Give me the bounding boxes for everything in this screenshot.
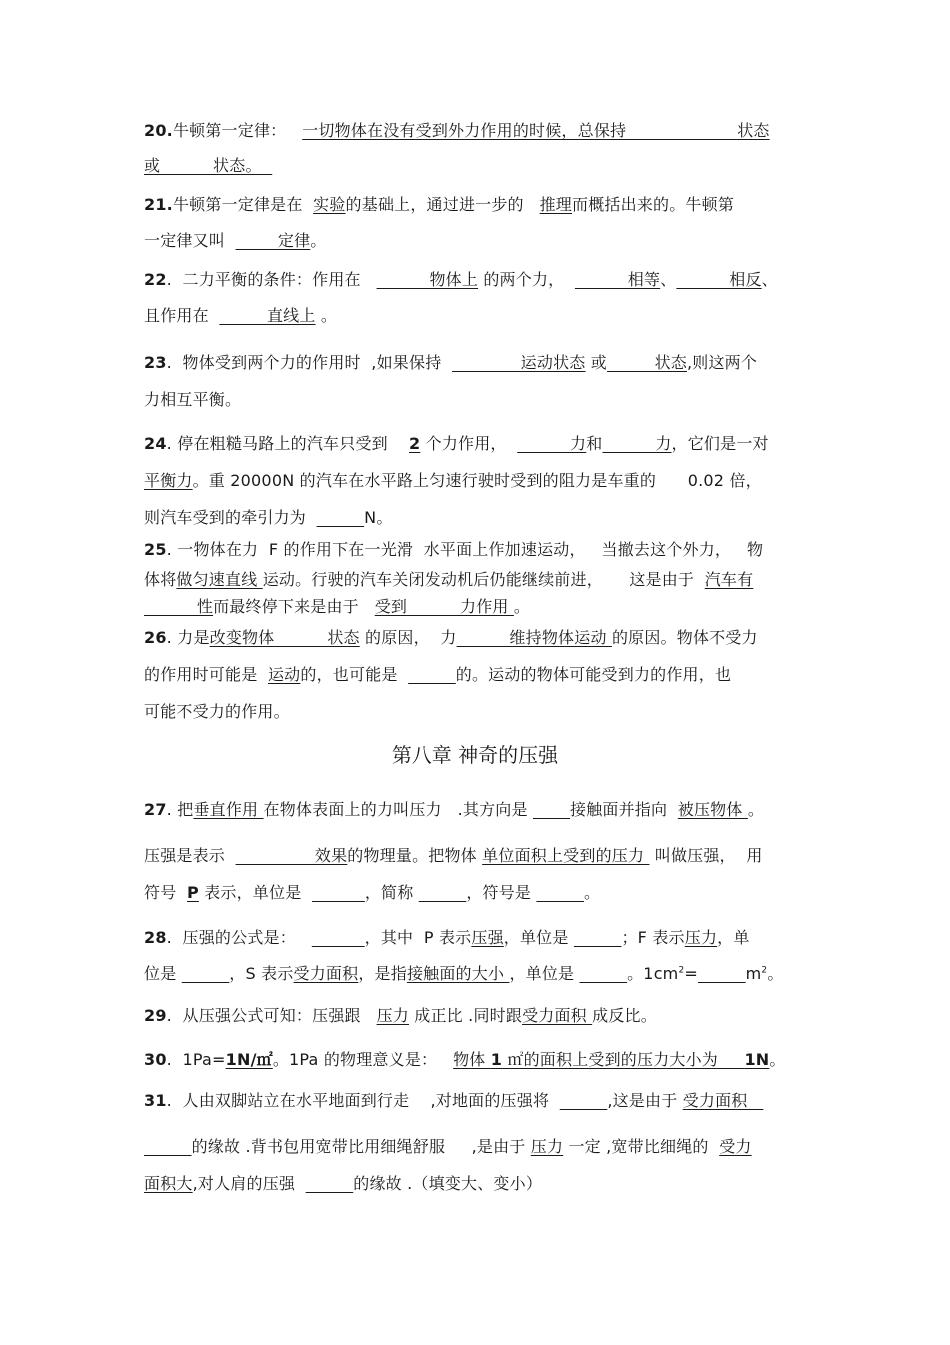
- fill-blank-answer: ㎡的面积上受到的压力大小为: [502, 1050, 745, 1069]
- text-segment: 30: [144, 1050, 167, 1069]
- text-segment: 。: [747, 800, 765, 819]
- text-line: [144, 230, 814, 252]
- text-segment: 一定 ,宽带比细绳的: [563, 1137, 720, 1156]
- text-segment: 26: [144, 628, 167, 647]
- fill-blank-answer: 垂直作用: [193, 800, 264, 819]
- text-line: [144, 701, 814, 723]
- fill-blank-answer: [306, 1174, 354, 1193]
- text-segment: ，单位是: [503, 928, 574, 947]
- fill-blank-answer: 1: [490, 1050, 503, 1069]
- text-line: [144, 389, 814, 411]
- fill-blank-answer: 实验: [313, 195, 346, 214]
- fill-blank-answer: 维持物体运动: [456, 628, 612, 647]
- text-segment: . 力是: [166, 628, 210, 647]
- text-segment: 2: [678, 965, 685, 976]
- text-segment: 。: [310, 231, 327, 250]
- text-segment: 则汽车受到的牵引力为: [144, 508, 317, 527]
- text-segment: 体将: [144, 570, 177, 589]
- fill-blank-answer: 物体上: [376, 270, 479, 289]
- text-segment: 力相互平衡。: [144, 390, 242, 409]
- text-segment: 可能不受力的作用。: [144, 702, 290, 721]
- text-segment: 表示，单位是: [198, 883, 312, 902]
- text-segment: ，其中 P 表示: [364, 928, 472, 947]
- text-segment: . 1Pa=: [166, 1050, 226, 1069]
- text-line: [144, 269, 814, 291]
- text-segment: 24: [144, 434, 167, 453]
- text-segment: ，它们是一对: [671, 434, 769, 453]
- text-segment: 运动。行驶的汽车关闭发动机后仍能继续前进， 这是由于: [262, 570, 705, 589]
- text-line: [144, 120, 814, 142]
- text-segment: 27: [144, 800, 167, 819]
- text-segment: ，单: [717, 928, 750, 947]
- fill-blank-answer: 单位面积上受到的压力: [482, 846, 650, 865]
- text-segment: 25: [144, 540, 167, 559]
- text-line: [144, 799, 814, 821]
- fill-blank-answer: 或 状态。: [144, 156, 273, 175]
- text-segment: 的基础上，通过进一步的: [345, 195, 540, 214]
- text-line: [144, 194, 814, 216]
- text-segment: 的两个力，: [478, 270, 575, 289]
- fill-blank-answer: [698, 964, 746, 983]
- text-segment: . 把: [166, 800, 194, 819]
- text-segment: . 二力平衡的条件：作用在: [166, 270, 377, 289]
- text-segment: 。: [315, 306, 338, 325]
- text-line: [144, 507, 814, 529]
- text-segment: 而概括出来的。牛顿第: [572, 195, 735, 214]
- fill-blank-answer: 压力: [530, 1137, 564, 1156]
- text-segment: 成反比。: [592, 1006, 657, 1025]
- text-segment: ,则这两个: [686, 353, 758, 372]
- text-segment: 23: [144, 353, 167, 372]
- text-segment: 位是: [144, 964, 182, 983]
- text-segment: 20.: [144, 121, 173, 140]
- fill-blank-answer: [533, 800, 570, 819]
- text-segment: 的缘故 .背书包用宽带比用细绳舒服 ,是由于: [191, 1137, 531, 1156]
- fill-blank-answer: 做匀速直线: [176, 570, 263, 589]
- text-line: [144, 1136, 814, 1158]
- text-segment: ，单位是: [509, 964, 580, 983]
- text-line: [144, 882, 814, 904]
- fill-blank-answer: 被压物体: [677, 800, 748, 819]
- text-segment: 、: [761, 270, 778, 289]
- text-line: [144, 539, 814, 561]
- text-segment: 、: [660, 270, 677, 289]
- text-segment: 在物体表面上的力叫压力 .其方向是: [263, 800, 533, 819]
- fill-blank-answer: 物体: [453, 1050, 491, 1069]
- text-segment: =: [684, 964, 699, 983]
- text-line: [144, 1173, 814, 1195]
- fill-blank-answer: 受力: [719, 1137, 752, 1156]
- fill-blank-answer: P: [186, 883, 199, 902]
- text-segment: . 停在粗糙马路上的汽车只受到: [166, 434, 409, 453]
- fill-blank-answer: 1N: [744, 1050, 770, 1069]
- text-segment: 。: [513, 597, 531, 616]
- fill-blank-answer: 受到 力作用: [374, 597, 514, 616]
- text-segment: 牛顿第一定律是在: [172, 195, 314, 214]
- text-line: [144, 155, 814, 177]
- text-segment: . 人由双脚站立在水平地面到行走 ,对地面的压强将: [166, 1091, 560, 1110]
- text-line: [144, 1049, 814, 1071]
- text-segment: 的物理量。把物体: [347, 846, 483, 865]
- fill-blank-answer: [312, 883, 365, 902]
- fill-blank-answer: 压力: [376, 1006, 409, 1025]
- text-segment: 的，也可能是: [300, 665, 409, 684]
- fill-blank-answer: [536, 883, 584, 902]
- text-segment: . 一物体在力 F 的作用下在一光滑 水平面上作加速运动， 当撤去这个外力， 物: [166, 540, 764, 559]
- text-segment: 的作用时可能是: [144, 665, 268, 684]
- fill-blank-answer: 1N/㎡: [225, 1050, 273, 1069]
- fill-blank-answer: 2: [409, 434, 421, 453]
- text-segment: 。1cm: [627, 964, 679, 983]
- text-segment: 。: [767, 964, 784, 983]
- text-line: [144, 845, 814, 867]
- fill-blank-answer: [580, 964, 628, 983]
- fill-blank-answer: 状态: [607, 353, 687, 372]
- text-segment: ，简称: [364, 883, 419, 902]
- text-segment: 成正比 .同时跟: [409, 1006, 523, 1025]
- text-segment: 2: [761, 965, 768, 976]
- fill-blank-answer: 汽车有: [704, 570, 754, 589]
- fill-blank-answer: 运动状态: [451, 353, 586, 372]
- text-segment: 符号: [144, 883, 187, 902]
- text-segment: 31: [144, 1091, 167, 1110]
- fill-blank-answer: 力: [602, 434, 672, 453]
- text-segment: 的。运动的物体可能受到力的作用，也: [455, 665, 732, 684]
- text-segment: 的原因。物体不受力: [611, 628, 758, 647]
- text-segment: 个力作用，: [420, 434, 518, 453]
- text-segment: 而最终停下来是由于: [213, 597, 375, 616]
- fill-blank-answer: 受力面积: [522, 1006, 593, 1025]
- fill-blank-answer: [312, 928, 365, 947]
- text-line: [144, 433, 814, 455]
- fill-blank-answer: 面积大: [144, 1174, 193, 1193]
- text-segment: 或: [585, 353, 607, 372]
- fill-blank-answer: [560, 1091, 608, 1110]
- text-segment: 28: [144, 928, 167, 947]
- fill-blank-answer: 相等: [574, 270, 661, 289]
- text-line: [144, 627, 814, 649]
- fill-blank-answer: 力: [517, 434, 587, 453]
- fill-blank-answer: 改变物体 状态: [209, 628, 360, 647]
- text-segment: 压强是表示: [144, 846, 236, 865]
- text-line: [144, 470, 814, 492]
- fill-blank-answer: 一切物体在没有受到外力作用的时候，总保持 状态: [302, 121, 770, 140]
- text-segment: 且作用在: [144, 306, 220, 325]
- text-segment: . 从压强公式可知：压强跟: [166, 1006, 377, 1025]
- text-segment: ，是指: [358, 964, 407, 983]
- text-line: [144, 664, 814, 686]
- text-line: [144, 1090, 814, 1112]
- text-segment: 一定律又叫: [144, 231, 236, 250]
- fill-blank-answer: [144, 1137, 192, 1156]
- fill-blank-answer: [574, 928, 622, 947]
- text-segment: ；F 表示: [621, 928, 685, 947]
- text-line: [144, 927, 814, 949]
- fill-blank-answer: 效果: [235, 846, 348, 865]
- text-segment: . 压强的公式是：: [166, 928, 312, 947]
- text-segment: 的缘故 .（填变大、变小）: [353, 1174, 543, 1193]
- fill-blank-answer: 受力面积: [682, 1091, 764, 1110]
- fill-blank-answer: 性: [144, 597, 214, 616]
- text-segment: ，S 表示: [229, 964, 294, 983]
- text-segment: m: [745, 964, 762, 983]
- fill-blank-answer: 推理: [539, 195, 573, 214]
- text-line: [144, 352, 814, 374]
- fill-blank-answer: 直线上: [219, 306, 316, 325]
- fill-blank-answer: 受力面积: [293, 964, 359, 983]
- fill-blank-answer: [317, 508, 365, 527]
- fill-blank-answer: 接触面的大小: [406, 964, 510, 983]
- text-segment: ,这是由于: [607, 1091, 683, 1110]
- fill-blank-answer: 压力: [684, 928, 718, 947]
- text-segment: 22: [144, 270, 167, 289]
- text-segment: ，符号是: [466, 883, 537, 902]
- text-segment: 21.: [144, 195, 173, 214]
- fill-blank-answer: 运动: [267, 665, 301, 684]
- chapter-heading: 第八章 神奇的压强: [391, 743, 559, 767]
- text-segment: . 物体受到两个力的作用时 ,如果保持: [166, 353, 452, 372]
- fill-blank-answer: 相反: [676, 270, 762, 289]
- text-line: [144, 569, 814, 591]
- text-segment: 的原因， 力: [359, 628, 457, 647]
- text-segment: 。1Pa 的物理意义是：: [272, 1050, 454, 1069]
- text-segment: 和: [586, 434, 603, 453]
- fill-blank-answer: [182, 964, 230, 983]
- text-segment: 牛顿第一定律：: [172, 121, 303, 140]
- text-segment: 。重 20000N 的汽车在水平路上匀速行驶时受到的阻力是车重的 0.02 倍，: [192, 471, 762, 490]
- text-segment: 。: [769, 1050, 786, 1069]
- text-segment: 叫做压强， 用: [649, 846, 763, 865]
- text-line: [144, 305, 814, 327]
- text-segment: N。: [364, 508, 393, 527]
- text-line: [144, 596, 814, 618]
- text-segment: 29: [144, 1006, 167, 1025]
- fill-blank-answer: 平衡力: [144, 471, 193, 490]
- text-line: [144, 963, 814, 985]
- fill-blank-answer: 压强: [471, 928, 504, 947]
- fill-blank-answer: [408, 665, 456, 684]
- text-line: [144, 1005, 814, 1027]
- text-segment: 接触面并指向: [570, 800, 678, 819]
- text-segment: 。: [583, 883, 601, 902]
- text-segment: ,对人肩的压强: [192, 1174, 306, 1193]
- fill-blank-answer: [419, 883, 467, 902]
- fill-blank-answer: 定律: [235, 231, 311, 250]
